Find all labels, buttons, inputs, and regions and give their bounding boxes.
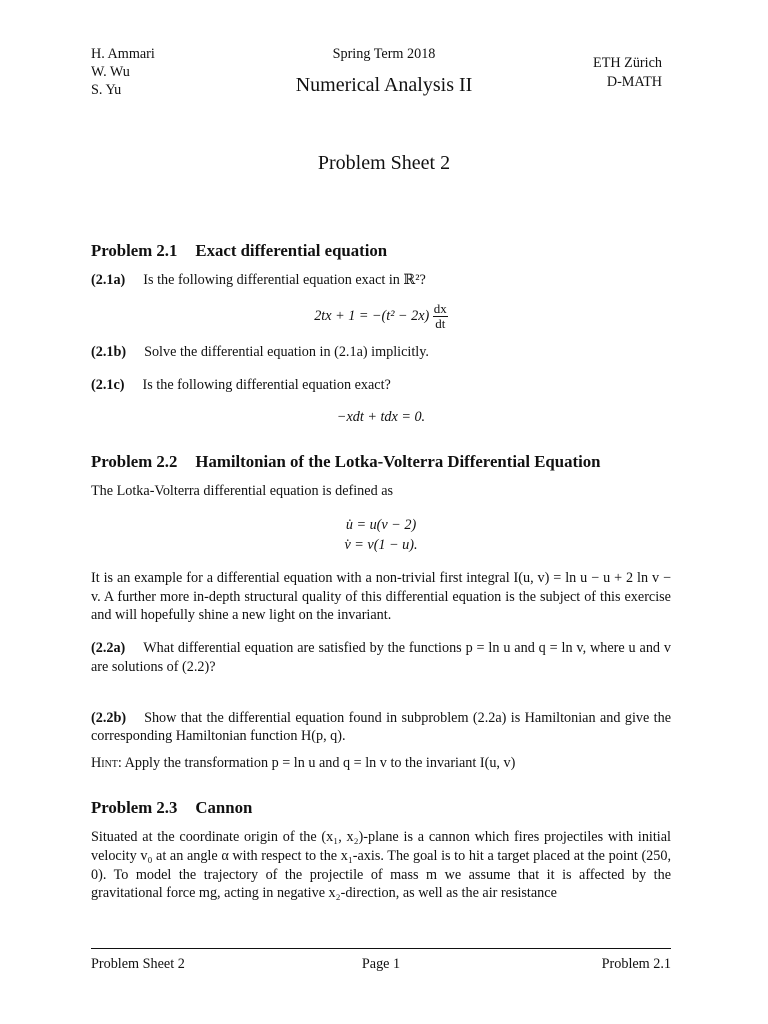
department: D-MATH (606, 74, 662, 90)
equation-2-1c: −xdt + tdx = 0. (336, 409, 426, 426)
problem-title: Cannon (195, 797, 253, 817)
derivative-fraction (433, 302, 448, 331)
subproblem-text: Is the following differential equation exact in ℝ²? (143, 272, 426, 289)
course-title: Numerical Analysis II (295, 74, 473, 96)
hint-text: Apply the transformation p = ln u and q = ln v to the invariant I(u, v) (124, 755, 516, 772)
subproblem-label: (2.1b) (91, 343, 127, 360)
problem-intro: The Lotka-Volterra differential equation is defined as (91, 483, 394, 500)
author-2: W. Wu (91, 64, 130, 80)
problem-number: Problem 2.2 (91, 452, 178, 472)
problem-2-1 (91, 240, 671, 427)
fraction-numerator: dx (433, 300, 447, 316)
subproblem-text: What differential equation are satisfied by the functions p = ln u and q = ln v, where u and v are solutions of (2.2)? (91, 640, 671, 675)
subproblem-text: Solve the differential equation in (2.1a) implicitly. (144, 343, 429, 360)
hint-label: Hint: (91, 755, 122, 772)
subproblem-label: (2.2b) (91, 709, 127, 726)
subproblem-2-1a (91, 271, 671, 290)
problem-paragraph: It is an example for a differential equation with a non-trivial first integral I(u, v) = ln u − u + 2 ln v − v. A further more in-depth structural quality of this differential equation is the subject of this exercise and will hopefully shine a new light on the invariant. (91, 570, 671, 624)
footer-right: Problem 2.1 (601, 956, 671, 972)
subproblem-label: (2.1c) (91, 376, 125, 393)
problem-2-2-heading (91, 451, 671, 473)
subproblem-label: (2.2a) (91, 640, 126, 657)
subproblem-2-1b (91, 343, 671, 362)
problem-paragraph: Situated at the coordinate origin of the (x₁, x₂)-plane is a cannon which fires projectiles with initial velocity v₀ at an angle α with respect to the x₁-axis. The goal is to hit a target placed at the point (250, 0). To model the trajectory of the projectile of mass m we assume that it is affected by the gravitational force mg, acting in negative x₂-direction, as well as the air resistance (91, 829, 671, 902)
subproblem-2-1c (91, 376, 671, 395)
subproblem-text: Show that the differential equation found in subproblem (2.2a) is Hamiltonian and give the corresponding Hamiltonian function H(p, q). (91, 709, 671, 745)
fraction-denominator: dt (435, 315, 446, 331)
problem-2-3 (91, 797, 671, 903)
equation-2-1a (91, 302, 671, 331)
equation-line-1: u̇ = u(v − 2) (345, 517, 417, 534)
page-number: Page 1 (361, 956, 401, 972)
lotka-volterra-system (91, 515, 671, 555)
author-3: S. Yu (91, 82, 122, 98)
hint (91, 754, 671, 773)
problem-title: Hamiltonian of the Lotka-Volterra Differential Equation (195, 452, 601, 472)
author-1: H. Ammari (91, 46, 155, 62)
subproblem-2-2a (91, 639, 671, 676)
equation-lhs: 2tx + 1 = −(t² − 2x) (314, 307, 430, 324)
footer-rule (91, 948, 671, 949)
problem-2-3-heading (91, 797, 671, 819)
problem-number: Problem 2.1 (91, 241, 178, 260)
institution-name: ETH Zürich (593, 55, 662, 71)
problem-title: Exact differential equation (195, 241, 388, 260)
institution (593, 54, 662, 92)
sheet-title: Problem Sheet 2 (317, 152, 451, 174)
problem-number: Problem 2.3 (91, 797, 178, 817)
subproblem-label: (2.1a) (91, 272, 126, 289)
footer-left: Problem Sheet 2 (91, 956, 185, 972)
problem-2-1-heading (91, 240, 671, 262)
subproblem-2-2b (91, 709, 671, 746)
term: Spring Term 2018 (332, 46, 436, 62)
equation-line-2: v̇ = v(1 − u). (344, 537, 418, 554)
subproblem-text: Is the following differential equation exact? (142, 376, 391, 393)
problem-2-2 (91, 451, 671, 773)
main-content (91, 240, 671, 903)
